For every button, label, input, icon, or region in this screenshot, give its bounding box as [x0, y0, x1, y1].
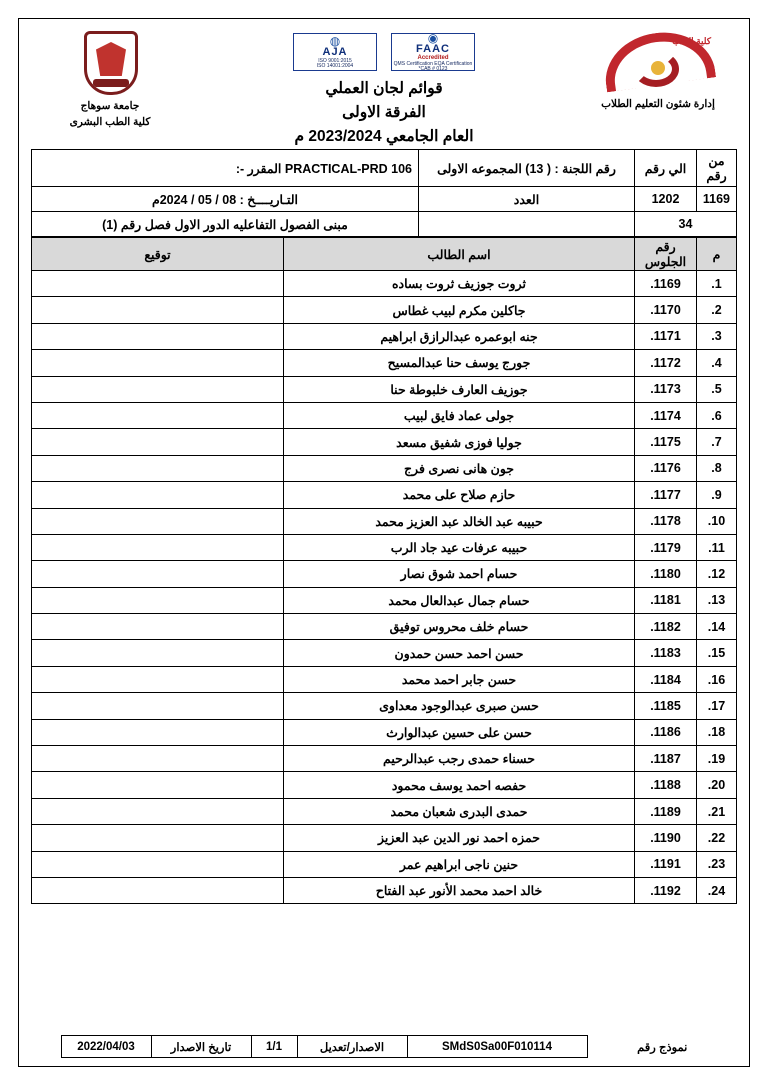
aja-certification-icon: ◍ AJA ISO 9001:2015 ISO 14001:2004 [293, 33, 377, 71]
document-header [31, 29, 737, 146]
row-seat-number: 1181. [635, 587, 697, 613]
row-signature-cell[interactable] [32, 772, 284, 798]
university-logo-block [35, 31, 185, 129]
row-seat-number: 1173. [635, 376, 697, 402]
row-seat-number: 1192. [635, 877, 697, 903]
row-index: 24. [697, 877, 737, 903]
table-row [32, 693, 737, 719]
row-seat-number: 1174. [635, 402, 697, 428]
row-index: 23. [697, 851, 737, 877]
row-signature-cell[interactable] [32, 587, 284, 613]
info-to-value: 1202 [635, 187, 697, 212]
row-student-name: ثروت جوزيف ثروت بساده [284, 271, 635, 297]
row-index: 22. [697, 825, 737, 851]
row-signature-cell[interactable] [32, 534, 284, 560]
course-value: PRACTICAL-PRD 106 [284, 161, 412, 176]
row-student-name: حمزه احمد نور الدين عبد العزيز [284, 825, 635, 851]
info-date-label: التـاريــــخ : [239, 192, 299, 207]
table-row [32, 614, 737, 640]
row-seat-number: 1178. [635, 508, 697, 534]
university-caption-line1: جامعة سوهاج [80, 100, 140, 112]
row-index: 14. [697, 614, 737, 640]
row-seat-number: 1188. [635, 772, 697, 798]
student-affairs-caption: إدارة شئون التعليم الطلاب [601, 98, 715, 110]
row-index: 17. [697, 693, 737, 719]
table-row [32, 746, 737, 772]
page-frame [18, 18, 750, 1067]
row-signature-cell[interactable] [32, 482, 284, 508]
info-to-label: الي رقم [635, 150, 697, 187]
aja-badge-top: AJA [322, 45, 348, 58]
row-signature-cell[interactable] [32, 746, 284, 772]
table-row [32, 772, 737, 798]
row-signature-cell[interactable] [32, 825, 284, 851]
header-name: اسم الطالب [284, 238, 635, 271]
row-index: 1. [697, 271, 737, 297]
document-footer [31, 1029, 737, 1058]
row-seat-number: 1189. [635, 798, 697, 824]
table-row [32, 482, 737, 508]
row-student-name: حسن احمد حسن حمدون [284, 640, 635, 666]
row-signature-cell[interactable] [32, 798, 284, 824]
table-row [32, 640, 737, 666]
row-index: 20. [697, 772, 737, 798]
course-cell [32, 150, 419, 187]
footer-issue-date-label: تاريخ الاصدار [151, 1036, 251, 1058]
row-seat-number: 1183. [635, 640, 697, 666]
row-signature-cell[interactable] [32, 323, 284, 349]
row-seat-number: 1172. [635, 350, 697, 376]
header-index: م [697, 238, 737, 271]
row-seat-number: 1179. [635, 534, 697, 560]
table-row [32, 851, 737, 877]
row-student-name: حمدى البدرى شعبان محمد [284, 798, 635, 824]
footer-spacer [31, 1036, 61, 1058]
accreditation-badge-bottom: QMS Certification EQA Certification CAB # 0123* [393, 60, 473, 71]
row-student-name: جولى عماد فايق لبيب [284, 402, 635, 428]
title-line-3: العام الجامعي 2023/2024 م [294, 128, 474, 146]
row-signature-cell[interactable] [32, 271, 284, 297]
info-count-spacer [419, 212, 635, 237]
row-signature-cell[interactable] [32, 693, 284, 719]
students-table [31, 237, 737, 904]
table-row [32, 376, 737, 402]
row-index: 4. [697, 350, 737, 376]
row-student-name: حسام جمال عبدالعال محمد [284, 587, 635, 613]
row-signature-cell[interactable] [32, 350, 284, 376]
row-signature-cell[interactable] [32, 508, 284, 534]
table-row [32, 429, 737, 455]
students-table-header-row [32, 238, 737, 271]
row-signature-cell[interactable] [32, 297, 284, 323]
course-label: المقرر -: [235, 161, 282, 176]
info-from-label: من رقم [697, 150, 737, 187]
footer-issue-value: 1/1 [251, 1036, 297, 1058]
row-student-name: جوليا فوزى شفيق مسعد [284, 429, 635, 455]
row-signature-cell[interactable] [32, 561, 284, 587]
row-student-name: جورج يوسف حنا عبدالمسيح [284, 350, 635, 376]
header-signature: توقيع [32, 238, 284, 271]
students-table-body [32, 271, 737, 904]
row-seat-number: 1187. [635, 746, 697, 772]
title-line-1: قوائم لجان العملي [325, 80, 443, 97]
table-row [32, 719, 737, 745]
table-row [32, 508, 737, 534]
row-seat-number: 1175. [635, 429, 697, 455]
row-index: 6. [697, 402, 737, 428]
row-index: 8. [697, 455, 737, 481]
footer-issue-date-value: 2022/04/03 [61, 1036, 151, 1058]
accreditation-badge-icon: ◉ FAAC Accredited QMS Certification EQA Certification CAB # 0123* [391, 33, 475, 71]
row-index: 11. [697, 534, 737, 560]
row-index: 7. [697, 429, 737, 455]
info-place-value: مبنى الفصول التفاعليه الدور الاول فصل رقم (1) [32, 212, 419, 237]
row-index: 2. [697, 297, 737, 323]
table-row [32, 297, 737, 323]
table-row [32, 323, 737, 349]
row-student-name: خالد احمد محمد الأنور عبد الفتاح [284, 877, 635, 903]
row-index: 15. [697, 640, 737, 666]
row-student-name: حسناء حمدى رجب عبدالرحيم [284, 746, 635, 772]
row-index: 9. [697, 482, 737, 508]
accreditation-badge-mid: Accredited [417, 55, 449, 62]
committee-number: رقم اللجنة : ( 13) المجموعه الاولى [419, 150, 635, 187]
row-index: 12. [697, 561, 737, 587]
row-student-name: حازم صلاح على محمد [284, 482, 635, 508]
table-row [32, 666, 737, 692]
row-seat-number: 1176. [635, 455, 697, 481]
row-index: 16. [697, 666, 737, 692]
row-signature-cell[interactable] [32, 719, 284, 745]
row-seat-number: 1169. [635, 271, 697, 297]
committee-info-table [31, 149, 737, 237]
row-seat-number: 1177. [635, 482, 697, 508]
accreditation-badges [185, 33, 583, 71]
sohag-university-crest-icon [82, 31, 138, 97]
row-seat-number: 1170. [635, 297, 697, 323]
table-row [32, 825, 737, 851]
table-row [32, 402, 737, 428]
student-affairs-logo-block [583, 31, 733, 111]
row-seat-number: 1185. [635, 693, 697, 719]
row-student-name: جوزيف العارف خلبوطة حنا [284, 376, 635, 402]
footer-model-code: SMdS0Sa00F010114 [407, 1036, 587, 1058]
footer-model-label: نموذج رقم [637, 1041, 688, 1054]
title-line-2: الفرقة الاولى [342, 104, 426, 122]
table-row [32, 271, 737, 297]
row-seat-number: 1190. [635, 825, 697, 851]
row-signature-cell[interactable] [32, 402, 284, 428]
row-student-name: حسن على حسين عبدالوارث [284, 719, 635, 745]
info-date-cell [32, 187, 419, 212]
row-index: 21. [697, 798, 737, 824]
info-date-value: 08 / 05 / 2024م [151, 192, 237, 207]
row-signature-cell[interactable] [32, 877, 284, 903]
row-index: 10. [697, 508, 737, 534]
row-signature-cell[interactable] [32, 666, 284, 692]
row-index: 18. [697, 719, 737, 745]
row-seat-number: 1182. [635, 614, 697, 640]
accreditation-badge-top: FAAC [416, 42, 450, 55]
info-row-3 [32, 212, 737, 237]
row-student-name: جاكلين مكرم لبيب غطاس [284, 297, 635, 323]
header-titles [185, 31, 583, 149]
row-student-name: حبيبه عرفات عيد جاد الرب [284, 534, 635, 560]
table-row [32, 587, 737, 613]
row-signature-cell[interactable] [32, 614, 284, 640]
row-student-name: حفصه احمد يوسف محمود [284, 772, 635, 798]
row-index: 3. [697, 323, 737, 349]
table-row [32, 798, 737, 824]
row-signature-cell[interactable] [32, 376, 284, 402]
row-signature-cell[interactable] [32, 429, 284, 455]
row-student-name: حسام احمد شوق نصار [284, 561, 635, 587]
info-count-label: العدد [419, 187, 635, 212]
row-student-name: حنين ناجى ابراهيم عمر [284, 851, 635, 877]
university-caption-line2: كلية الطب البشرى [69, 116, 151, 129]
row-seat-number: 1180. [635, 561, 697, 587]
row-student-name: حسن صبرى عبدالوجود معداوى [284, 693, 635, 719]
row-seat-number: 1186. [635, 719, 697, 745]
aja-badge-bottom: ISO 14001:2004 [316, 62, 354, 69]
footer-table [31, 1035, 737, 1058]
table-row [32, 534, 737, 560]
info-from-value: 1169 [697, 187, 737, 212]
info-row-2 [32, 187, 737, 212]
table-row [32, 561, 737, 587]
row-signature-cell[interactable] [32, 851, 284, 877]
row-index: 19. [697, 746, 737, 772]
info-row-1 [32, 150, 737, 187]
row-student-name: حبيبه عبد الخالد عبد العزيز محمد [284, 508, 635, 534]
table-row [32, 455, 737, 481]
aja-badge-mid: ISO 9001:2015 [318, 57, 352, 64]
row-seat-number: 1184. [635, 666, 697, 692]
row-student-name: جون هانى نصرى فرج [284, 455, 635, 481]
row-student-name: حسام خلف محروس توفيق [284, 614, 635, 640]
row-index: 13. [697, 587, 737, 613]
row-student-name: جنه ابوعمره عبدالرازق ابراهيم [284, 323, 635, 349]
row-seat-number: 1171. [635, 323, 697, 349]
row-signature-cell[interactable] [32, 640, 284, 666]
header-seat: رقم الجلوس [635, 238, 697, 271]
row-signature-cell[interactable] [32, 455, 284, 481]
row-index: 5. [697, 376, 737, 402]
footer-issue-label: الاصدار/تعديل [297, 1036, 407, 1058]
info-count-value: 34 [635, 212, 737, 237]
row-seat-number: 1191. [635, 851, 697, 877]
red-crescent-logo-icon: كلية الطب [599, 31, 717, 95]
row-student-name: حسن جابر احمد محمد [284, 666, 635, 692]
table-row [32, 350, 737, 376]
table-row [32, 877, 737, 903]
